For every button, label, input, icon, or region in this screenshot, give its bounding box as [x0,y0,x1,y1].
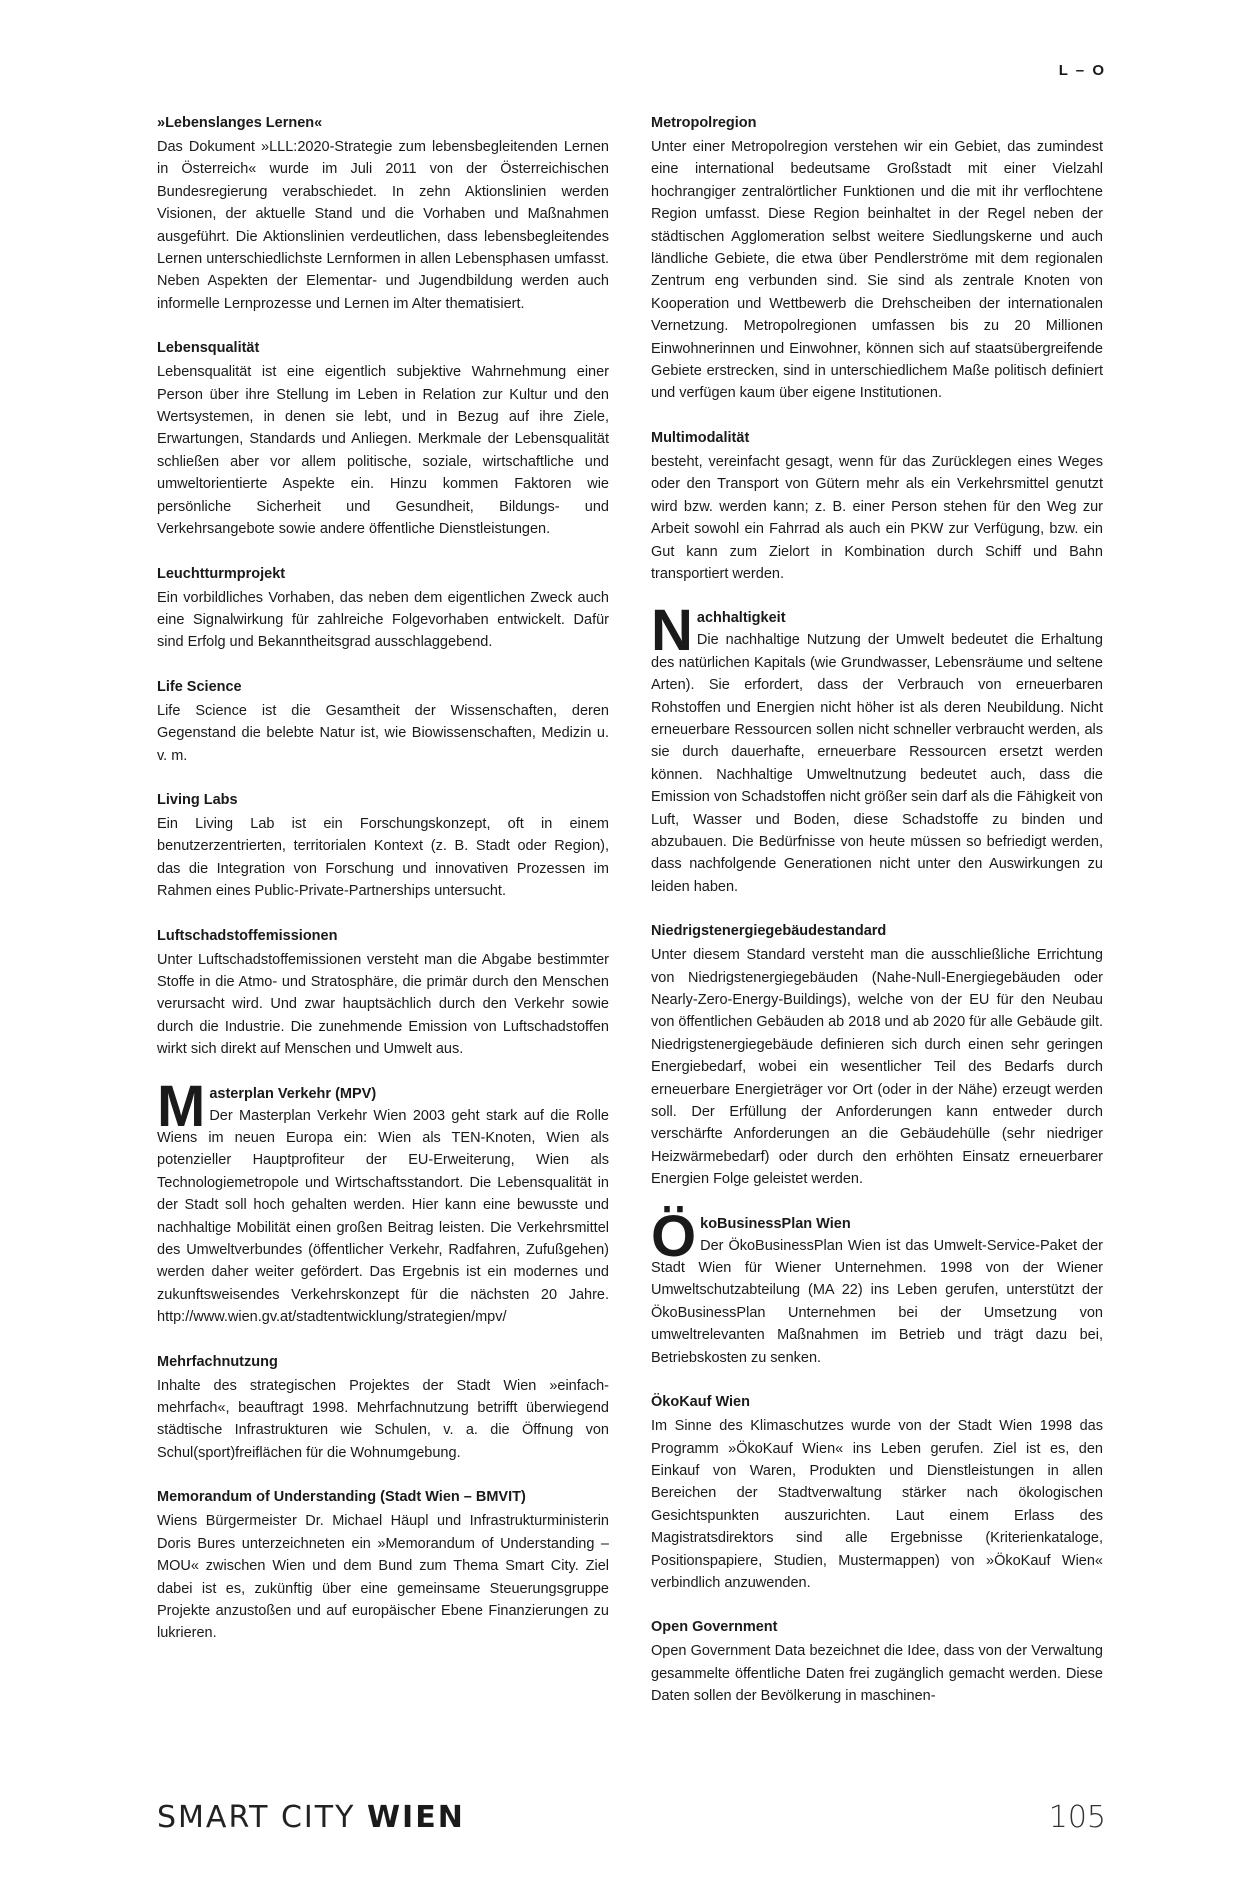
entry-title: Living Labs [157,791,238,808]
glossary-entry [157,112,609,315]
entry-text: Inhalte des strategischen Projektes der Stadt Wien »einfach-mehrfach«, beauftragt 1998. Mehrfachnutzung betrifft überwiegend städtische Infrastrukturen wie Schulen, v. a. die Öffnung von Schul(sport)freiflächen für die Wohnumgebung. [157,1377,609,1461]
entry-text: Der ÖkoBusinessPlan Wien ist das Umwelt-Service-Paket der Stadt Wien für Wiener Unternehmen. 1998 von der Wiener Umweltschutzabteilung (MA 22) ins Leben gerufen, unterstützt der ÖkoBusinessPlan Unternehmen bei der Umsetzung von umweltrelevanten Maßnahmen im Betrieb und trägt dazu bei, Betriebskosten zu senken. [651,1237,1103,1366]
glossary-entry [651,920,1103,1190]
entry-text: besteht, vereinfacht gesagt, wenn für das Zurücklegen eines Weges oder den Transport von Gütern mehr als ein Verkehrsmittel genutzt wird bzw. werden kann; z. B. einer Person stehen für den Weg zur Arbeit sowohl ein Fahrrad als auch ein PKW zur Verfügung, bzw. ein Gut kann zum Zielort in Kombination durch Schiff und Bahn transportiert werden. [651,453,1103,582]
entry-title: Lebensqualität [157,340,260,357]
glossary-entry [157,1351,609,1465]
drop-cap: M [157,1073,206,1139]
entry-title: Mehrfachnutzung [157,1353,278,1370]
glossary-entry [157,925,609,1061]
footer-brand [157,1800,465,1835]
glossary-entry [157,337,609,540]
entry-title: »Lebenslanges Lernen« [157,115,323,131]
entry-text: Im Sinne des Klimaschutzes wurde von der Stadt Wien 1998 das Programm »ÖkoKauf Wien« ins Leben gerufen. Ziel ist es, den Einkauf von Waren, Produkten und Dienstleistungen in allen Bereichen der Stadtverwaltung stärker nach ökologischen Gesichtspunkten auszurichten. Laut einem Erlass des Magistratsdirektors sind alle Ergebnisse (Kriterienkataloge, Positionspapiere, Studien, Mustermappen) von »ÖkoKauf Wien« verbindlich anzuwenden. [651,1418,1103,1591]
entry-text: Open Government Data bezeichnet die Idee, dass von der Verwaltung gesammelte öffentliche Daten frei zugänglich gemacht werden. Diese Daten sollen der Bevölkerung in maschinen- [651,1643,1103,1705]
glossary-entry [651,1616,1103,1707]
entry-text: Wiens Bürgermeister Dr. Michael Häupl und Infrastrukturministerin Doris Bures unterzeichneten ein »Memorandum of Understanding – MOU« zwischen Wien und dem Bund zum Thema Smart City. Ziel dabei ist es, zukünftig über eine gemeinsame Steuerungsgruppe Projekte anzustoßen und auf europäischer Ebene Finanzierungen zu lukrieren. [157,1513,609,1642]
glossary-entry [157,1486,609,1644]
entry-text: Die nachhaltige Nutzung der Umwelt bedeutet die Erhaltung des natürlichen Kapitals (wie Grundwasser, Lebensräume und seltene Arten). Sie erfordert, dass der Verbrauch von erneuerbaren Rohstoffen und Energien nicht höher ist als deren Neubildung. Nicht erneuerbare Ressourcen sollen nicht schneller verbraucht werden, als sie durch dauerhafte, erneuerbare Ressourcen ersetzt werden können. Nachhaltige Umweltnutzung bedeutet auch, dass die Emission von Schadstoffen nicht größer sein darf als die Fähigkeit von Luft, Wasser und Boden, diese Schadstoffe zu binden und abzubauen. Die Bedürfnisse von heute müssen so befriedigt werden, dass nachfolgende Generationen nicht unter den Auswirkungen zu leiden haben. [651,632,1103,895]
glossary-entry [157,789,609,903]
glossary-entry [157,563,609,654]
entry-text: Lebensqualität ist eine eigentlich subjektive Wahrnehmung einer Person über ihre Stellung im Leben in Relation zur Kultur und den Wertsystemen, in denen sie lebt, und in Bezug auf ihre Ziele, Erwartungen, Standards und Anliegen. Merkmale der Lebensqualität schließen aber vor allem politische, soziale, wirtschaftliche und umweltorientierte Aspekte ein. Hinzu kommen Faktoren wie persönliche Sicherheit und Gesundheit, Bildungs- und Verkehrsangebote sowie andere öffentliche Dienstleistungen. [157,364,609,538]
drop-cap: Ö [651,1203,697,1269]
entry-text: Unter diesem Standard versteht man die ausschließliche Errichtung von Niedrigstenergiegebäuden (Nahe-Null-Energiegebäuden oder Nearly-Zero-Energy-Buildings), welche von der EU für den Neubau von öffentlichen Gebäuden ab 2018 und ab 2020 für alle Gebäude gilt. Niedrigstenergiegebäude definieren sich durch einen sehr geringen Energiebedarf, wobei ein wesentlicher Teil des Bedarfs durch erneuerbare Energieträger vor Ort (oder in der Nähe) erzeugt werden soll. Der Erfüllung der Anforderungen kann entweder durch verschärfte Anforderungen an die Gebäudehülle (sehr niedriger Heizwärmebedarf) oder durch den erhöhten Einsatz erneuerbarer Energien Folge geleistet werden. [651,947,1104,1188]
entry-text: Das Dokument »LLL:2020-Strategie zum lebensbegleitenden Lernen in Österreich« wurde im Juli 2011 von der Österreichischen Bundesregierung verabschiedet. In zehn Aktionslinien werden Visionen, der aktuelle Stand und die Vorhaben und Maßnahmen ausgeführt. Die Aktionslinien verdeutlichen, dass lebensbegleitendes Lernen unterschiedlichste Lernformen in allen Lebensphasen umfasst. Neben Aspekten der Elementar- und Jugendbildung werden auch informelle Lernprozesse und Lernen im Alter thematisiert. [157,139,609,312]
entry-title: Multimodalität [651,429,750,446]
section-label: L – O [1058,62,1106,79]
entry-text: Ein vorbildliches Vorhaben, das neben dem eigentlichen Zweck auch eine Signalwirkung für zahlreiche Folgevorhaben entwickelt. Dafür sind Erfolg und Bekanntheitsgrad ausschlaggebend. [157,589,609,651]
right-column [651,112,1103,1730]
glossary-entry [651,1203,1103,1369]
glossary-entry [651,427,1103,585]
entry-title: Open Government [651,1619,778,1636]
entry-title: koBusinessPlan Wien [700,1215,851,1232]
entry-title: Life Science [157,678,242,695]
entry-title: Luftschadstoffemissionen [157,927,338,944]
glossary-entry [157,1073,609,1329]
glossary-entry [651,112,1103,405]
drop-cap: N [651,598,693,664]
brand-smart-city: SMART CITY [157,1800,367,1835]
glossary-entry [651,598,1103,898]
entry-text: Unter Luftschadstoffemissionen versteht man die Abgabe bestimmter Stoffe in die Atmo- und Stratosphäre, die primär durch den Menschen verursacht wird. Und zwar hauptsächlich durch den Verkehr sowie durch die Industrie. Die zunehmende Emission von Luftschadstoffen wirkt sich direkt auf Menschen und Umwelt aus. [157,951,609,1058]
entry-title: Metropolregion [651,115,757,131]
page-number: 105 [1048,1800,1106,1835]
glossary-entry [651,1391,1103,1594]
left-column [157,112,609,1667]
entry-title: Niedrigstenergiegebäudestandard [651,923,887,940]
entry-title: ÖkoKauf Wien [651,1394,750,1411]
entry-text: Der Masterplan Verkehr Wien 2003 geht stark auf die Rolle Wiens im neuen Europa ein: Wien als TEN-Knoten, Wien als potenzieller Hauptprofiteur der EU-Erweiterung, Wien als Technologiemetropole und Wirtschaftsstandort. Die Lebensqualität in der Stadt soll hoch gehalten werden. Hier kann eine bewusste und nachhaltige Mobilität einen großen Beitrag leisten. Die Verkehrsmittel des Umweltverbundes (öffentlicher Verkehr, Radfahren, Zufußgehen) werden daher weiter gefördert. Das Ergebnis ist ein modernes und zukunftsweisendes Verkehrskonzept für die nächsten 20 Jahre. http://www.wien.gv.at/stadtentwicklung/strategien/mpv/ [157,1107,609,1326]
entry-title: achhaltigkeit [696,610,786,627]
entry-title: Memorandum of Understanding (Stadt Wien – BMVIT) [157,1489,526,1506]
brand-wien: WIEN [366,1800,465,1835]
glossary-entry [157,676,609,767]
entry-text: Life Science ist die Gesamtheit der Wissenschaften, deren Gegenstand die belebte Natur ist, wie Biowissenschaften, Medizin u. v. m. [157,702,609,764]
entry-text: Ein Living Lab ist ein Forschungskonzept, oft in einem benutzerzentrierten, territorialen Kontext (z. B. Stadt oder Region), das die Integration von Forschung und innovativen Prozessen im Rahmen eines Public-Private-Partnerships untersucht. [157,815,609,900]
entry-title: Leuchtturmprojekt [157,565,286,582]
entry-text: Unter einer Metropolregion verstehen wir ein Gebiet, das zumindest eine international bedeutsame Großstadt mit einer Vielzahl hochrangiger zentralörtlicher Funktionen und die mit ihr verflochtene Region umfasst. Diese Region beinhaltet in der Regel neben der städtischen Agglomeration selbst weitere Siedlungskerne und auch ländliche Gebiete, die etwa über Pendlerströme mit dem regionalen Zentrum eng verbunden sind. Sie sind als zentrale Knoten von Kooperation und Wettbewerb die Drehscheiben der internationalen Vernetzung. Metropolregionen umfassen bis zu 20 Millionen Einwohnerinnen und Einwohner, können sich auf staatsübergreifende Gebiete erstrecken, sind in unterschiedlichem Maße politisch definiert und verfügen kaum über eigene Institutionen. [651,139,1103,402]
entry-title: asterplan Verkehr (MPV) [209,1085,377,1102]
